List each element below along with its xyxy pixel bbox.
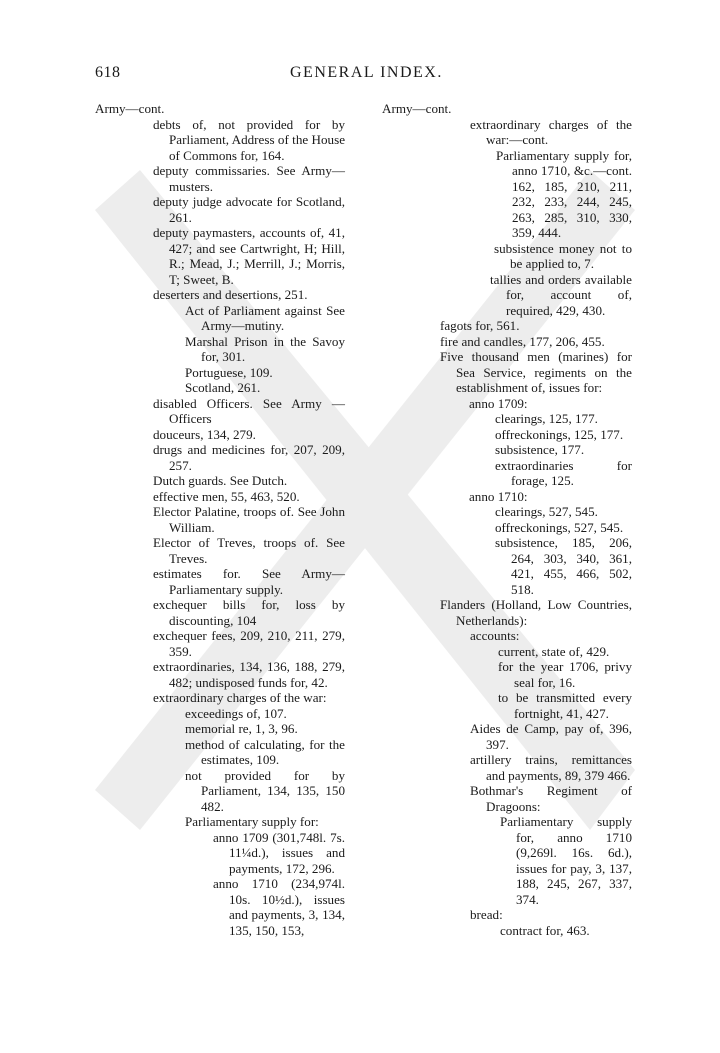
- index-entry: deputy judge advocate for Scotland, 261.: [153, 194, 345, 225]
- index-entry: estimates for. See Army— Parliamentary supply.: [153, 566, 345, 597]
- index-subsubentry: subsistence, 177.: [495, 442, 585, 457]
- index-entry: exchequer bills for, loss by discounting, 104: [153, 597, 345, 628]
- index-entry: deserters and desertions, 251.: [153, 287, 308, 302]
- index-heading: Army—cont.: [95, 101, 165, 116]
- index-entry: Dutch guards. See Dutch.: [153, 473, 288, 488]
- index-subentry: not provided for by Parliament, 134, 135, 150 482.: [185, 767, 345, 814]
- index-subentry: memorial re, 1, 3, 96.: [185, 721, 298, 736]
- index-subentry: subsistence money not to be applied to, 7.: [494, 240, 632, 271]
- index-subentry: artillery trains, remittances and payments, 89, 379 466.: [470, 752, 632, 783]
- index-entry: effective men, 55, 463, 520.: [153, 488, 300, 504]
- index-subsubentry: clearings, 527, 545.: [495, 504, 598, 519]
- index-subentry: anno 1709:: [469, 395, 528, 411]
- page-header: [95, 64, 635, 88]
- index-subentry: Portuguese, 109.: [185, 364, 273, 380]
- index-entry: fagots for, 561.: [440, 318, 520, 333]
- index-subentry: accounts:: [470, 628, 520, 643]
- index-subsubentry: current, state of, 429.: [498, 643, 610, 659]
- right-entries: [382, 117, 632, 939]
- index-subentry: Aides de Camp, pay of, 396, 397.: [470, 721, 632, 752]
- index-subentry: anno 1710:: [469, 488, 528, 504]
- index-subentry: method of calculating, for the estimates, 109.: [185, 736, 345, 767]
- index-subsubentry: Parliamentary supply for, anno 1710 (9,269l. 16s. 6d.), issues for pay, 3, 137, 188, 245, 267, 337, 374.: [500, 814, 632, 907]
- index-entry: Flanders (Holland, Low Countries, Netherlands):: [440, 597, 632, 628]
- index-entry: extraordinaries, 134, 136, 188, 279, 482; undisposed funds for, 42.: [153, 659, 345, 690]
- index-subsubentry: clearings, 125, 177.: [495, 411, 598, 426]
- left-entries: [95, 117, 345, 939]
- index-subentry: exceedings of, 107.: [185, 705, 287, 721]
- left-index-column: [95, 101, 345, 938]
- index-subentry: Act of Parliament against See Army—mutiny.: [185, 302, 345, 333]
- index-subsubentry: anno 1709 (301,748l. 7s. 11¼d.), issues and payments, 172, 296.: [213, 829, 345, 876]
- index-subsubentry: extraordinaries for forage, 125.: [495, 457, 632, 488]
- index-subentry: bread:: [470, 907, 503, 922]
- index-subsubentry: anno 1710 (234,974l. 10s. 10½d.), issues and payments, 3, 134, 135, 150, 153,: [213, 876, 345, 938]
- index-entry: Elector Palatine, troops of. See John William.: [153, 504, 345, 535]
- index-entry: extraordinary charges of the war:—cont.: [470, 116, 632, 147]
- index-subentry: Scotland, 261.: [185, 380, 261, 395]
- index-subsubentry: offreckonings, 125, 177.: [495, 426, 624, 442]
- index-entry: drugs and medicines for, 207, 209, 257.: [153, 442, 345, 473]
- index-subentry: Marshal Prison in the Savoy for, 301.: [185, 333, 345, 364]
- index-subsubentry: contract for, 463.: [500, 922, 590, 938]
- running-head: GENERAL INDEX.: [290, 64, 443, 81]
- index-entry: Elector of Treves, troops of. See Treves.: [153, 535, 345, 566]
- index-entry: fire and candles, 177, 206, 455.: [440, 333, 605, 349]
- index-subsubentry: to be transmitted every fortnight, 41, 427.: [498, 690, 632, 721]
- index-entry: debts of, not provided for by Parliament, Address of the House of Commons for, 164.: [153, 116, 345, 163]
- index-subsubentry: for the year 1706, privy seal for, 16.: [498, 659, 632, 690]
- index-heading: Army—cont.: [382, 101, 452, 116]
- index-entry: deputy paymasters, accounts of, 41, 427; and see Cartwright, H; Hill, R.; Mead, J.; Merrill, J.; Morris, T; Sweet, B.: [153, 225, 345, 287]
- index-subsubentry: offreckonings, 527, 545.: [495, 519, 624, 535]
- index-entry: disabled Officers. See Army —Officers: [153, 395, 345, 426]
- index-subentry: Parliamentary supply for:: [185, 814, 319, 829]
- index-subentry: Bothmar's Regiment of Dragoons:: [470, 783, 632, 814]
- index-subentry: Parliamentary supply for, anno 1710, &c.—cont. 162, 185, 210, 211, 232, 233, 244, 245, 263, 285, 310, 330, 359, 444.: [496, 147, 632, 240]
- index-subentry: tallies and orders available for, account of, required, 429, 430.: [490, 271, 632, 318]
- index-entry: extraordinary charges of the war:: [153, 690, 327, 705]
- index-subsubentry: subsistence, 185, 206, 264, 303, 340, 361, 421, 455, 466, 502, 518.: [495, 535, 632, 597]
- index-entry: douceurs, 134, 279.: [153, 426, 256, 442]
- right-index-column: [382, 101, 632, 938]
- index-entry: exchequer fees, 209, 210, 211, 279, 359.: [153, 628, 345, 659]
- page-number: 618: [95, 64, 121, 81]
- index-entry: Five thousand men (marines) for Sea Service, regiments on the establishment of, issues for:: [440, 349, 632, 395]
- index-entry: deputy commissaries. See Army—musters.: [153, 163, 345, 194]
